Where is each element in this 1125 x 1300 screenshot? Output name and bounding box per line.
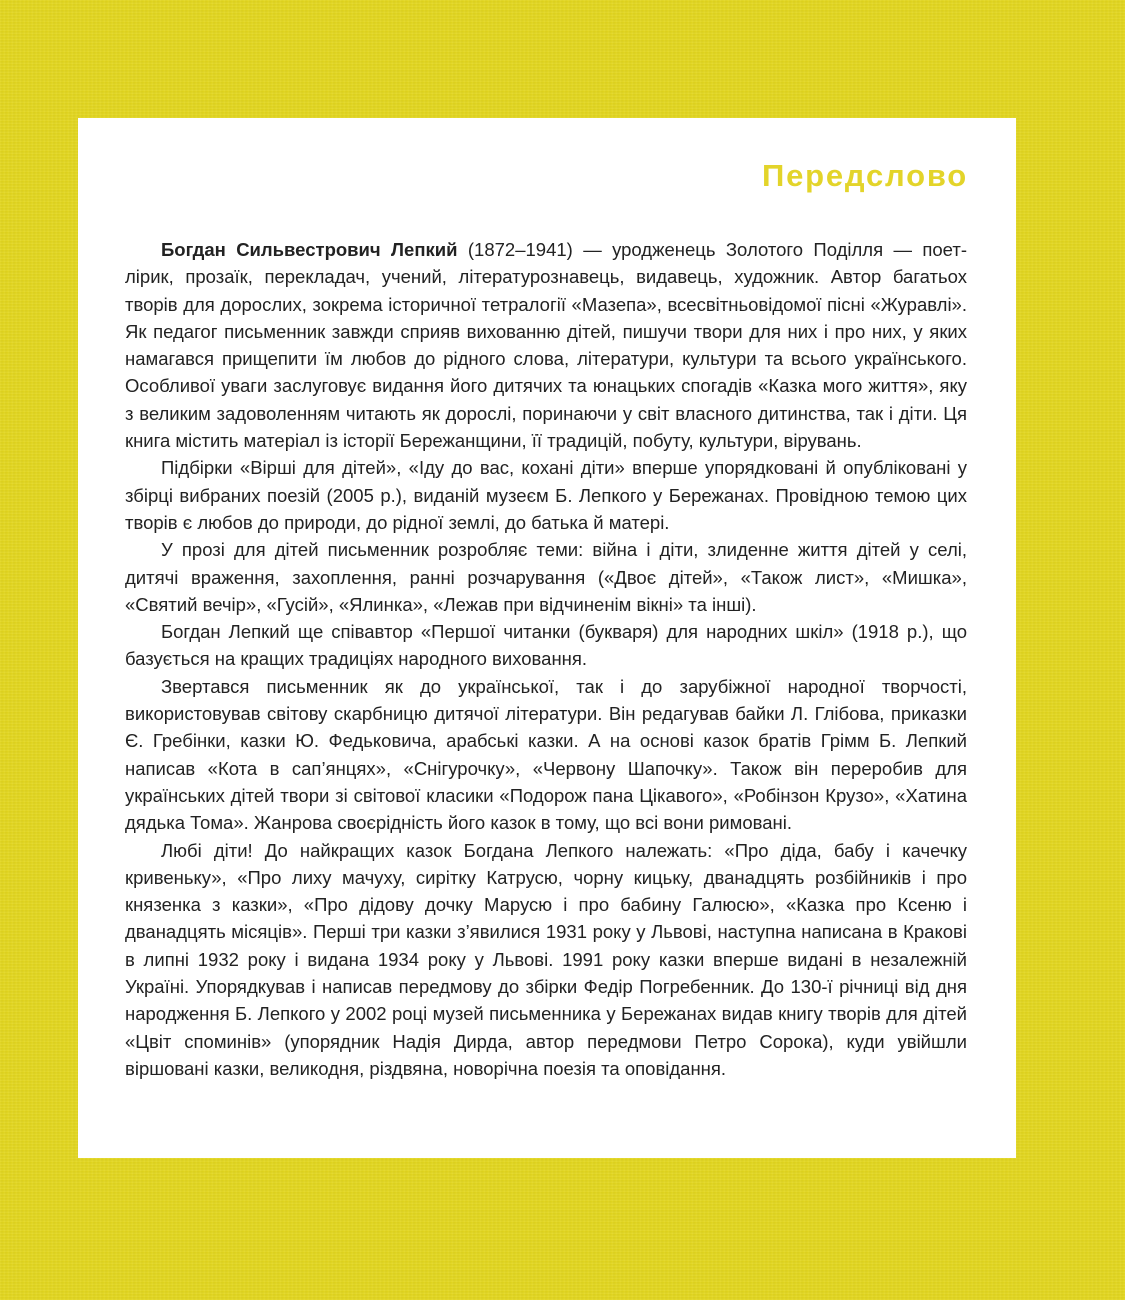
paragraph-5: Звертався письменник як до української, так і до зарубіжної народної творчості, використовував світову скарбницю дитячої літератури. Він редагував байки Л. Глібова, приказки Є. Гребінки, казки Ю. Федьковича, арабські казки. А на основі казок братів Грімм Б. Лепкий написав «Кота в сап’янцях», «Снігурочку», «Червону Шапочку». Також він переробив для українських дітей твори зі світової класики «Подорож пана Цікавого», «Робінзон Крузо», «Хатина дядька Тома». Жанрова своєрідність його казок в тому, що всі вони римовані. [125,675,967,834]
page-sheet [78,118,1016,1158]
paragraph-4: Богдан Лепкий ще співавтор «Першої читанки (букваря) для народних шкіл» (1918 р.), що базується на кращих традиціях народного виховання. [125,621,967,670]
paragraph-6: Любі діти! До найкращих казок Богдана Лепкого належать: «Про діда, бабу і качечку кривеньку», «Про лиху мачуху, сирітку Катрусю, чорну кицьку, дванадцять розбійників і про князенка з казки», «Про дідову дочку Марусю і про бабину Галюсю», «Казка про Ксеню і дванадцять місяців». Перші три казки з’явилися 1931 року у Львові, наступна написана в Кракові в липні 1932 року і видана 1934 року у Львові. 1991 року казки вперше видані в незалежній Україні. Упорядкував і написав передмову до збірки Федір Погребенник. До 130-ї річниці від дня народження Б. Лепкого у 2002 році музей письменника у Бережанах видав книгу творів для дітей «Цвіт споминів» (упорядник Надія Дирда, автор передмови Петро Сорока), куди увійшли віршовані казки, великодня, різдвяна, новорічна поезія та оповідання. [125,839,967,1079]
page-title: Передслово [761,158,968,193]
paragraph-1 [125,236,967,454]
paragraph-2: Підбірки «Вірші для дітей», «Іду до вас, кохані діти» вперше упорядковані й опубліковані у збірці вибраних поезій (2005 р.), виданій музеєм Б. Лепкого у Бережанах. Провідною темою цих творів є любов до природи, до рідної землі, до батька й матері. [125,457,967,533]
preface-body [125,236,967,1082]
paragraph-1-text: (1872–1941) — уродженець Золотого Поділля — поет-лірик, прозаїк, перекладач, учений, літературознавець, видавець, художник. Автор багатьох творів для дорослих, зокрема історичної тетралогії «Мазепа», всесвітньовідомої пісні «Журавлі». Як педагог письменник завжди сприяв вихованню дітей, пишучи твори для них і про них, у яких намагався прищепити їм любов до рідного слова, літератури, культури та всього українського. Особливої уваги заслуговує видання його дитячих та юнацьких спогадів «Казка мого життя», яку з великим задоволенням читають як дорослі, поринаючи у світ власного дитинства, так і діти. Ця книга містить матеріал із історії Бережанщини, її традицій, побуту, культури, вірувань. [125,239,967,452]
author-name: Богдан Сильвестрович Лепкий [161,239,458,260]
paragraph-3: У прозі для дітей письменник розробляє теми: війна і діти, злиденне життя дітей у селі, дитячі враження, захоплення, ранні розчарування («Двоє дітей», «Також лист», «Мишка», «Святий вечір», «Гусій», «Ялинка», «Лежав при відчиненім вікні» та інші). [125,539,967,615]
